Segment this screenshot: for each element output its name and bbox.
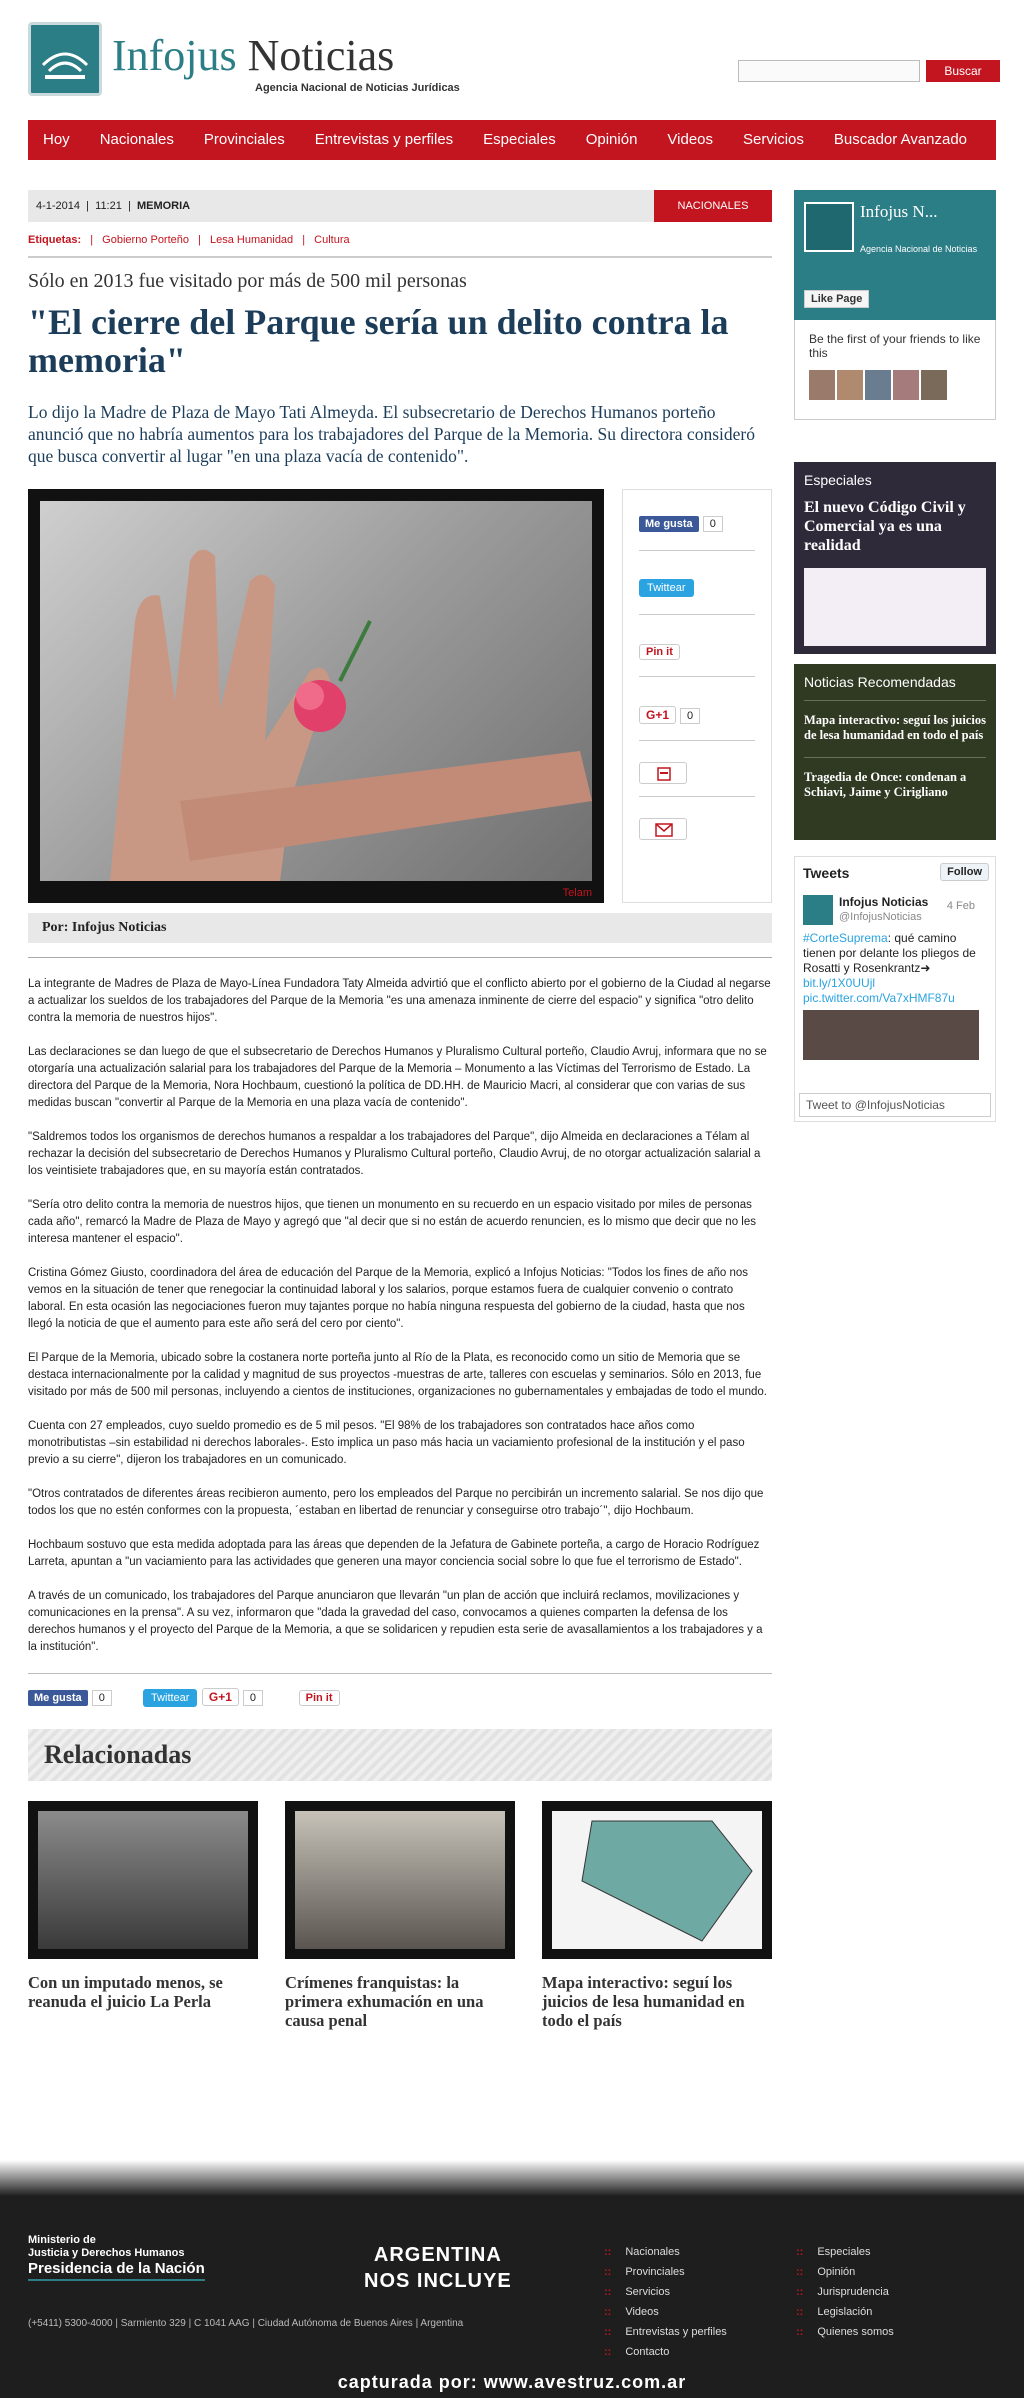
divider [28,256,772,258]
follow-button[interactable]: Follow [940,863,989,881]
nav-item-entrevistas[interactable]: Entrevistas y perfiles [314,131,454,148]
avatar[interactable] [809,370,835,400]
related-image[interactable] [542,1801,772,1959]
footer-links-col1 [604,2242,727,2362]
avatar[interactable] [837,370,863,400]
fb-friends-box [794,320,996,420]
article-byline: Por: Infojus Noticias [28,913,772,943]
photo-image [40,501,592,881]
divider [639,676,755,677]
fb-page-sub: Agencia Nacional de Noticias [860,244,978,254]
tweet-button[interactable]: Twittear [143,1689,198,1707]
recomendada-link[interactable]: Mapa interactivo: seguí los juicios de lesa humanidad en todo el país [804,713,986,742]
body-paragraph: Las declaraciones se dan luego de que el subsecretario de Derechos Humanos y Pluralismo Cultural porteño, Claudio Avruj, informara que no se otorgaría una actualización salarial para los trabajadores del Parque de la Memoria – Monumento a las Víctimas del Terrorismo de Estado. La directora del Parque de la Memoria, Nora Hochbaum, cuestionó la política de DD.HH. de Mauricio Macri, al considerar que con varias de sus medidas buscan "convertir al Parque de la Memoria en una plaza vacía de contenido". [28,1046,767,1109]
avatar[interactable] [865,370,891,400]
media-block [28,489,772,903]
footer-link[interactable]: :: Videos [604,2302,727,2322]
recomendadas-box [794,664,996,840]
tweet-name[interactable]: Infojus Noticias [839,895,929,909]
tweet-link[interactable]: pic.twitter.com/Va7xHMF87u [803,991,955,1005]
article-photo[interactable] [28,489,604,903]
related-item[interactable] [28,1801,258,2011]
email-group [639,818,687,846]
body-paragraph: "Sería otro delito contra la memoria de nuestros hijos, que tienen un monumento en su recuerdo en un espacio visitado por miles de personas cada año", remarcó la Madre de Plaza de Mayo y agregó que "al decir que si no están de acuerdo renuncien, es lo mismo que decir que no les interesa mantener el espacio". [28,1199,756,1245]
nav-item-hoy[interactable]: Hoy [43,131,70,148]
logo-icon[interactable] [28,22,102,96]
tweet-to-input[interactable]: Tweet to @InfojusNoticias [799,1093,991,1117]
footer-link[interactable]: :: Provinciales [604,2262,727,2282]
body-paragraph: El Parque de la Memoria, ubicado sobre la costanera norte porteña junto al Río de la Plata, es reconocido como un sitio de Memoria que se destaca internacionalmente por la calidad y magnitud de sus proyectos -muestras de arte, talleres con escuelas y seminarios. Sólo en 2013, fue visitado por más de 500 mil personas, incluyendo a cientos de instituciones, organizaciones no gubernamentales y embajadas de todo el mundo. [28,1352,768,1398]
footer-link[interactable]: :: Legislación [796,2302,894,2322]
fb-page-name[interactable]: Infojus N... [860,202,938,221]
pinit-button[interactable]: Pin it [639,644,680,660]
category-button[interactable]: NACIONALES [654,190,772,222]
tweet-date[interactable]: 4 Feb [946,900,975,912]
pinit-button[interactable]: Pin it [299,1690,340,1706]
email-icon[interactable] [639,818,687,840]
related-title[interactable]: Mapa interactivo: seguí los juicios de lesa humanidad en todo el país [542,1973,745,2030]
body-paragraph: "Otros contratados de diferentes áreas recibieron aumento, pero los empleados del Parque no percibirán un incremento salarial. Se nos dijo que todos los que no estén conformes con la propuesta, ´estaban en libertad de renunciar y conseguirse otro trabajo´", dijo Hochbaum. [28,1488,764,1517]
divider [639,740,755,741]
especiales-image[interactable] [804,568,986,646]
ministry-line1: Ministerio de [28,2234,96,2246]
tags-row: Etiquetas: | Gobierno Porteño | Lesa Humanidad | Cultura [28,234,350,246]
argentina-line1: ARGENTINA [373,2244,502,2266]
divider [804,700,986,701]
fb-like-count: 0 [92,1690,112,1706]
divider [639,796,755,797]
fb-like-button[interactable]: Me gusta [639,516,699,532]
related-item[interactable] [285,1801,515,2030]
ministry-line2: Justicia y Derechos Humanos [28,2247,185,2259]
related-heading: Relacionadas [28,1729,772,1781]
article-date: 4-1-2014 [36,200,81,212]
pinit-group [639,642,680,660]
fb-page-logo-icon [804,202,854,252]
footer-link[interactable]: :: Opinión [796,2262,894,2282]
logo-word-noticias: Noticias [247,31,395,80]
share-panel [622,489,772,903]
nav-item-especiales[interactable]: Especiales [483,131,556,148]
search-button[interactable]: Buscar [926,60,1000,82]
tags-label: Etiquetas: [28,234,82,246]
especiales-box[interactable] [794,462,996,654]
search-input[interactable] [738,60,920,82]
tweet-text-block [803,931,979,1006]
photo-credit: Telam [562,887,592,899]
site-footer [0,2196,1024,2398]
related-item[interactable] [542,1801,772,2030]
tweet-handle[interactable]: @InfojusNoticias [839,911,922,923]
article [28,190,772,2031]
friend-avatars [809,370,981,400]
gplus-button[interactable]: G+1 [639,706,676,724]
divider [28,957,772,958]
tweet-link[interactable]: bit.ly/1X0UUjl [803,976,876,990]
article-section: MEMORIA [136,200,191,212]
nav-item-servicios[interactable]: Servicios [743,131,804,148]
tag-link[interactable]: Gobierno Porteño [102,234,190,246]
nav-item-opinion[interactable]: Opinión [585,131,638,148]
print-group [639,762,687,790]
article-headline: "El cierre del Parque sería un delito contra la memoria" [28,302,729,380]
avatar[interactable] [893,370,919,400]
related-title[interactable]: Con un imputado menos, se reanuda el juicio La Perla [28,1973,223,2011]
avatar[interactable] [921,370,947,400]
divider [639,550,755,551]
footer-link[interactable]: :: Especiales [796,2242,894,2262]
body-paragraph: La integrante de Madres de Plaza de Mayo-Línea Fundadora Taty Almeida advirtió que el conflicto abierto por el gobierno de la Ciudad al negarse a actualizar los sueldos de los trabajadores del Parque de la Memoria "es una amenaza inminente de cierre del espacio" y significa "otro delito contra la memoria de nuestros hijos". [28,978,771,1024]
footer-link[interactable]: :: Jurisprudencia [796,2282,894,2302]
presidency-name[interactable]: Presidencia de la Nación [28,2260,205,2281]
divider [639,614,755,615]
gplus-button[interactable]: G+1 [202,1688,239,1706]
gplus-group [639,706,700,724]
recomendadas-label: Noticias Recomendadas [804,674,956,690]
related-grid [28,1801,772,2031]
footer-link[interactable]: :: Quienes somos [796,2322,894,2342]
body-paragraph: "Saldremos todos los organismos de derechos humanos a respaldar a los trabajadores del Parque", dijo Almeida en declaraciones a Télam al rechazar la decisión del subsecretario de Derechos Humanos y Pluralismo Cultural porteño, Claudio Avruj, de no otorgar actualización salarial a los veintisiete trabajadores que, en su mayoría están contratados. [28,1131,761,1177]
footer-links-col2 [796,2242,894,2342]
related-image[interactable] [285,1801,515,1959]
tweets-widget [794,856,996,1122]
tweet-text: : qué camino tienen por delante los pliegos de Rosatti y Rosenkrantz➜ [803,931,976,975]
nav-item-nacionales[interactable]: Nacionales [99,131,174,148]
divider [804,757,986,758]
argentina-logo[interactable] [364,2242,512,2294]
gplus-count: 0 [680,708,700,724]
article-body [28,976,772,1656]
body-paragraph: A través de un comunicado, los trabajadores del Parque anunciaron que llevarán "un plan de acción que incluirá reclamos, movilizaciones y comunicaciones en la prensa". A su vez, informaron que "dada la gravedad del caso, convocamos a quienes comparten la defensa de los derechos humanos y el proyecto del Parque de la Memoria, a que se solidaricen y repudien esta serie de avasallamientos a los trabajadores y a la institución". [28,1590,763,1653]
fb-like-page-button[interactable]: Like Page [804,290,869,308]
argentina-line2: NOS INCLUYE [364,2270,512,2292]
footer-link[interactable]: :: Entrevistas y perfiles [604,2322,727,2342]
tag-link[interactable]: Cultura [314,234,350,246]
footer-link[interactable]: :: Nacionales [604,2242,727,2262]
nav-item-buscador[interactable]: Buscador Avanzado [833,131,968,148]
tag-link[interactable]: Lesa Humanidad [210,234,294,246]
related-title[interactable]: Crímenes franquistas: la primera exhumación en una causa penal [285,1973,484,2030]
ministry-name[interactable] [28,2234,185,2260]
recomendada-link[interactable]: Tragedia de Once: condenan a Schiavi, Jaime y Cirigliano [804,770,967,799]
body-paragraph: Cristina Gómez Giusto, coordinadora del área de educación del Parque de la Memoria, explicó a Infojus Noticias: "Todos los fines de año nos vemos en la situación de tener que renegociar la continuidad laboral y los salarios, porque estamos fuera de cualquier convenio o contrato laboral. En esta ocasión las negociaciones fueron muy tajantes porque no había ninguna respuesta del gobierno de la ciudad, hasta que nos llegó la noticia de que el aumento para este año será del cero por ciento". [28,1267,749,1330]
article-lead: Lo dijo la Madre de Plaza de Mayo Tati Almeyda. El subsecretario de Derechos Humanos porteño anunció que no habría aumentos para los trabajadores del Parque de la Memoria. Su directora consideró que busca convertir al lugar "en una plaza vacía de contenido". [28,402,755,466]
article-kicker: Sólo en 2013 fue visitado por más de 500 mil personas [28,270,467,292]
logo-text[interactable] [112,31,395,80]
tweet-header [803,895,979,927]
especiales-label: Especiales [804,472,872,488]
footer-fade [0,2160,1024,2196]
footer-link[interactable]: :: Contacto [604,2342,727,2362]
tweet-group [639,578,694,597]
footer-link[interactable]: :: Servicios [604,2282,727,2302]
logo-word-infojus: Infojus [112,31,237,80]
fb-page-widget[interactable] [794,190,996,320]
tweet-image[interactable] [803,1010,979,1060]
nav-item-videos[interactable]: Videos [667,131,714,148]
sidebar [794,190,996,1122]
article-meta-bar: 4-1-2014 | 11:21 | MEMORIA NACIONALES [28,190,772,222]
footer-address: (+5411) 5300-4000 | Sarmiento 329 | C 1041 AAG | Ciudad Autónoma de Buenos Aires | Argentina [28,2318,464,2329]
bottom-share-bar [28,1673,772,1709]
related-image[interactable] [28,1801,258,1959]
fb-like-group [639,514,723,532]
fb-like-count: 0 [703,516,723,532]
tweets-heading: Tweets [803,865,850,881]
gplus-count: 0 [243,1690,263,1706]
tweet-avatar[interactable] [803,895,833,925]
fb-friends-text: Be the first of your friends to like this [809,332,981,360]
main-nav [28,120,996,160]
print-icon[interactable] [639,762,687,784]
logo-subtitle: Agencia Nacional de Noticias Jurídicas [255,82,460,94]
site-header [28,22,1000,102]
article-time: 11:21 [95,200,122,212]
nav-item-provinciales[interactable]: Provinciales [203,131,285,148]
tweet-button[interactable]: Twittear [639,579,694,597]
tweet-hashtag[interactable]: #CorteSuprema [803,931,888,945]
body-paragraph: Hochbaum sostuvo que esta medida adoptada para las áreas que dependen de la Jefatura de Gabinete porteña, a cargo de Horacio Rodríguez Larreta, apuntan a "un vaciamiento para las actividades que generen una mayor conciencia social sobre lo que fue el terrorismo de Estado". [28,1539,760,1568]
especiales-title[interactable]: El nuevo Código Civil y Comercial ya es una realidad [804,499,966,554]
fb-like-button[interactable]: Me gusta [28,1690,88,1706]
capture-credit: capturada por: www.avestruz.com.ar [337,2372,687,2392]
tweet [803,895,979,1060]
body-paragraph: Cuenta con 27 empleados, cuyo sueldo promedio es de 5 mil pesos. "El 98% de los trabajadores son contratados hace años como monotributistas –sin estabilidad ni derechos laborales-. Esto implica un paso más hacia un vaciamiento profesional de la institución y el paso previo a su cierre", dijeron los trabajadores en un comunicado. [28,1420,745,1466]
